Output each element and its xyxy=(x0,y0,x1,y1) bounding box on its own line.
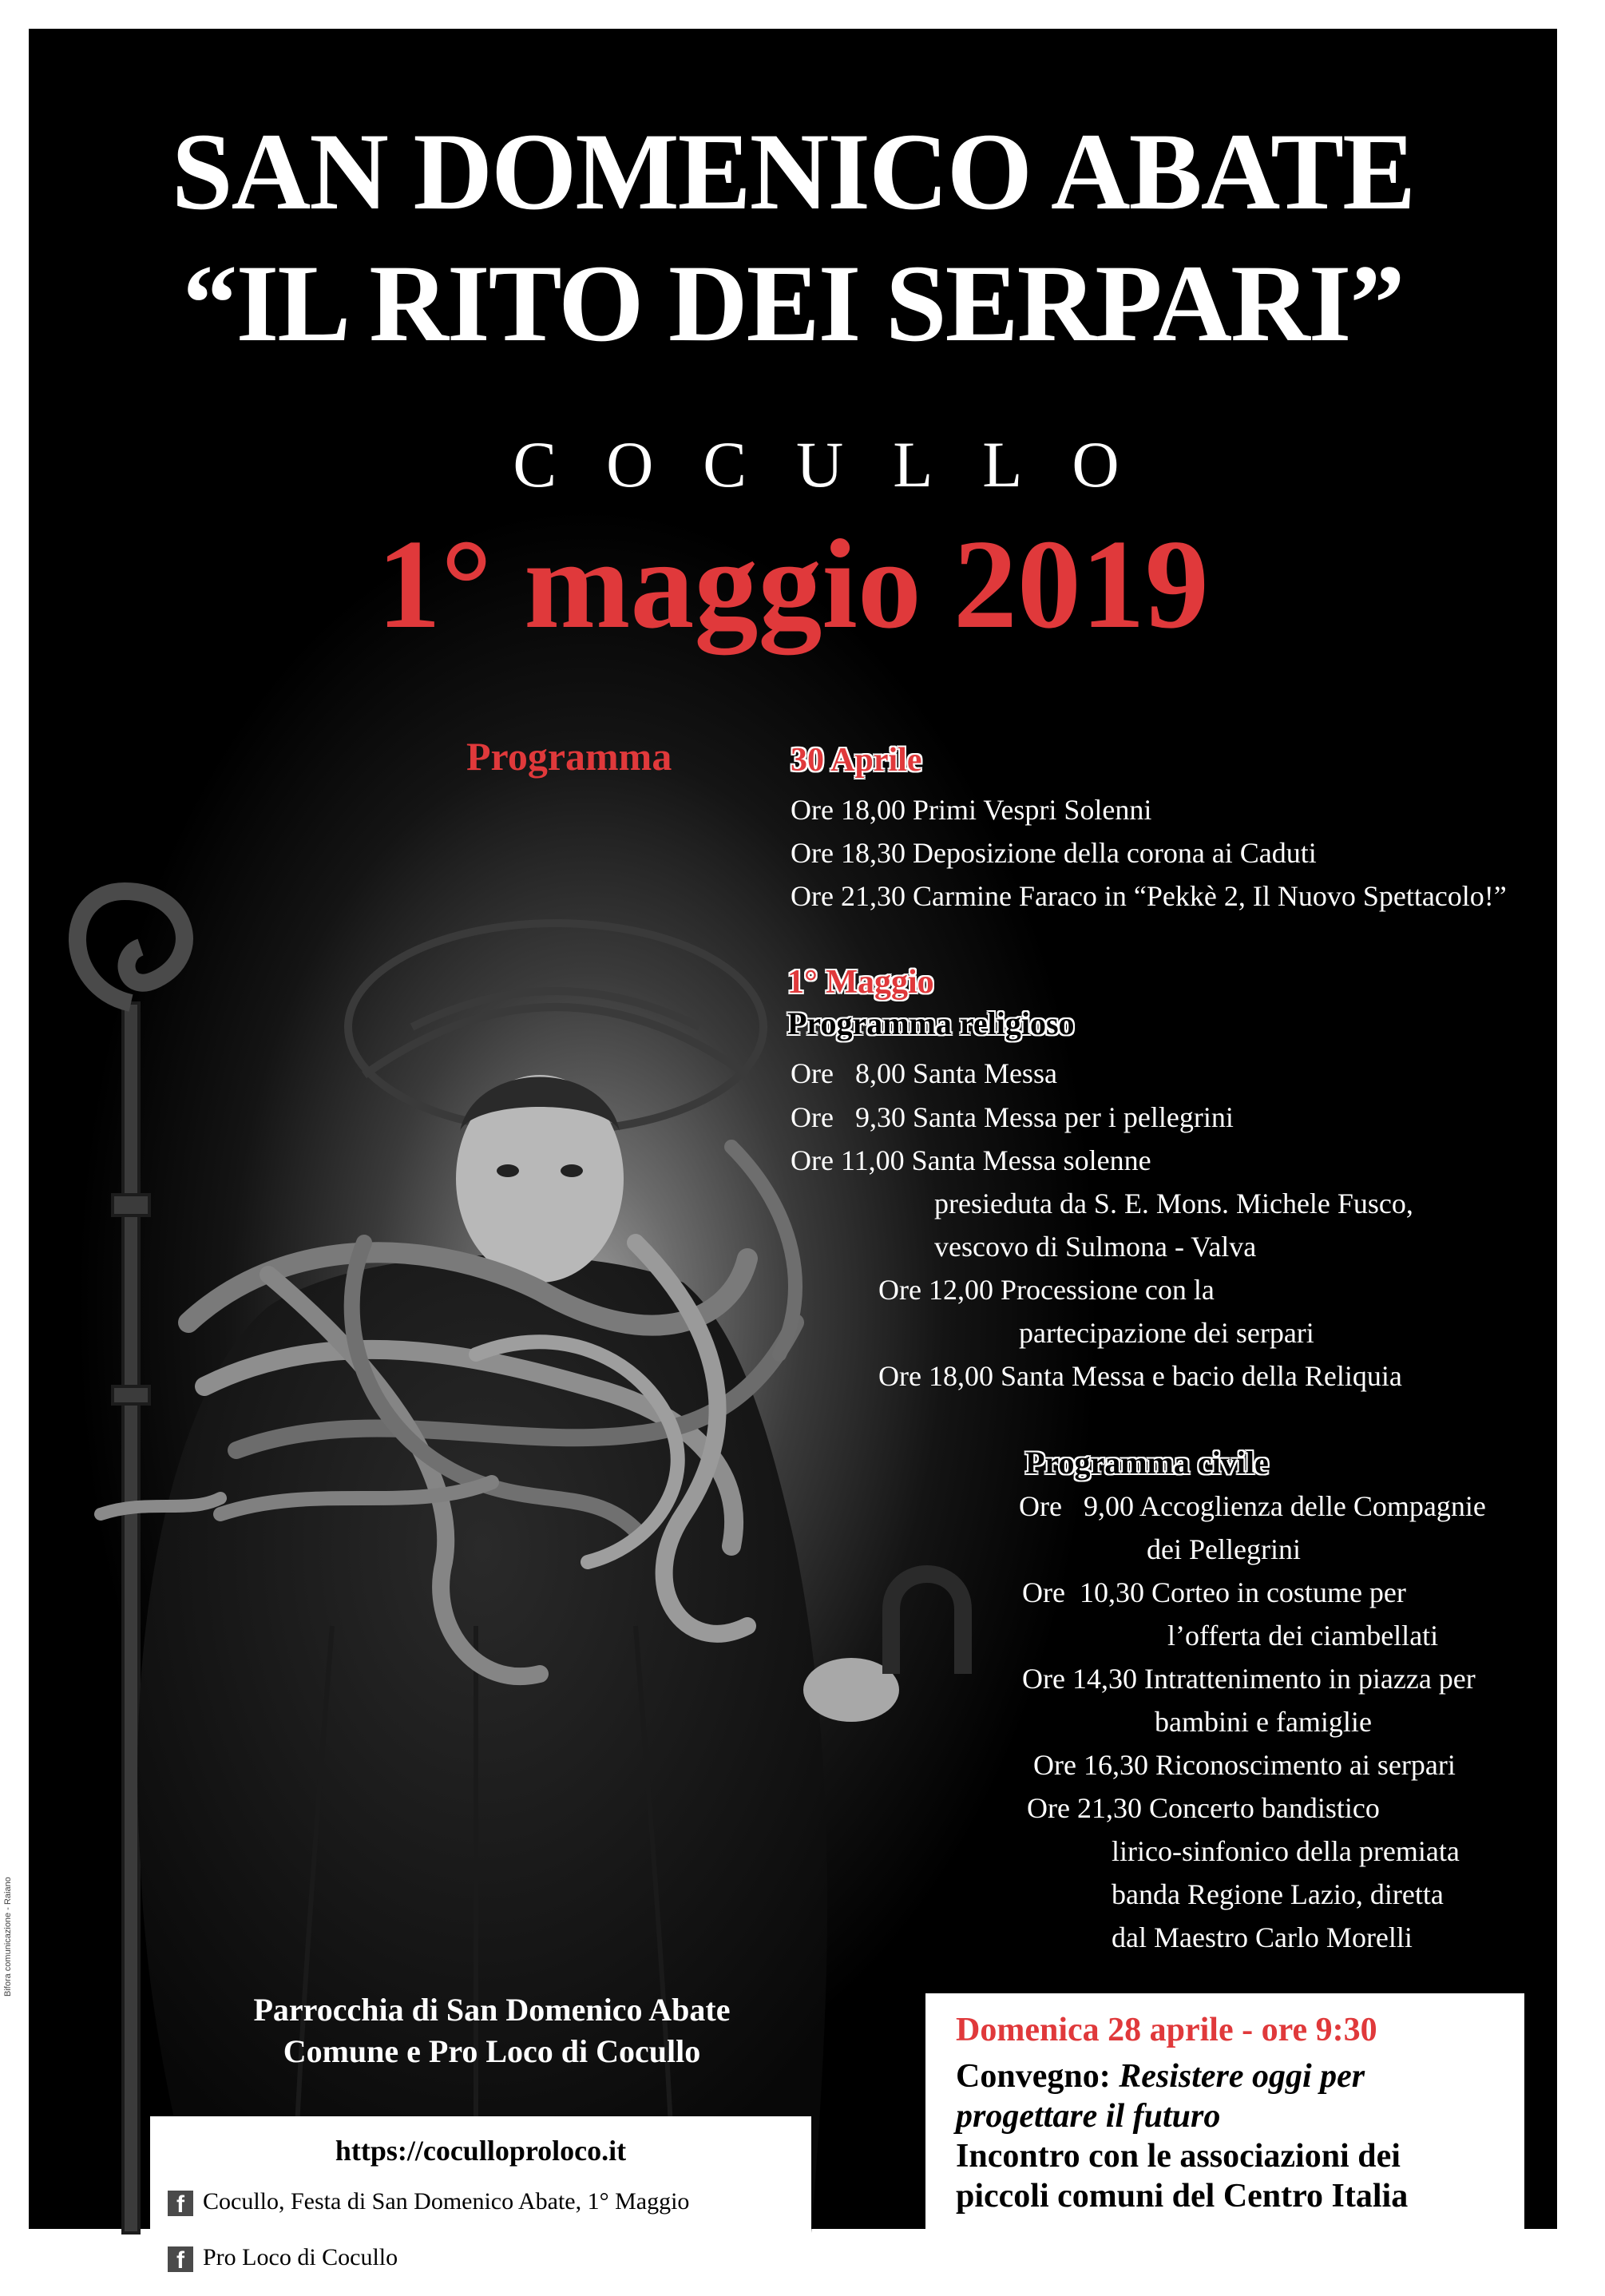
religious-item: Ore 11,00 Santa Messa solenne xyxy=(791,1144,1151,1176)
facebook-link-text: Cocullo, Festa di San Domenico Abate, 1° Maggio xyxy=(203,2188,690,2215)
design-credit: Bifora comunicazione - Raiano xyxy=(3,1877,13,1997)
program-label: Programma xyxy=(466,734,672,779)
day1-item-3: Ore 21,30 Carmine Faraco in “Pekkè 2, Il Nuovo Spettacolo!” xyxy=(791,880,1507,912)
title-line-2: “IL RITO DEI SERPARI” xyxy=(182,242,1404,364)
civil-item: Ore 9,00 Accoglienza delle Compagnie xyxy=(1019,1490,1486,1522)
facebook-link-festa[interactable] xyxy=(168,2188,690,2219)
religious-item: presieduta da S. E. Mons. Michele Fusco, xyxy=(934,1188,1413,1219)
conference-label: Convegno: xyxy=(956,2058,1120,2095)
conference-title: progettare il futuro xyxy=(956,2098,1221,2135)
religious-item: Ore 12,00 Processione con la xyxy=(878,1274,1215,1306)
conference-description: Incontro con le associazioni dei xyxy=(956,2138,1401,2175)
religious-item: Ore 18,00 Santa Messa e bacio della Reliquia xyxy=(878,1360,1402,1392)
civil-item: Ore 14,30 Intrattenimento in piazza per xyxy=(1022,1663,1476,1695)
facebook-link-text: Pro Loco di Cocullo xyxy=(203,2244,398,2270)
organizer-line: Comune e Pro Loco di Cocullo xyxy=(283,2033,701,2069)
day2-heading: 1° Maggio xyxy=(787,964,934,1001)
civil-item: banda Regione Lazio, diretta xyxy=(1112,1878,1444,1910)
facebook-icon: f xyxy=(168,2246,193,2272)
civil-item: lirico-sinfonico della premiata xyxy=(1112,1835,1460,1867)
poster xyxy=(29,29,1557,2274)
civil-item: dei Pellegrini xyxy=(1147,1533,1301,1565)
day1-item-1: Ore 18,00 Primi Vespri Solenni xyxy=(791,794,1152,826)
religious-program-heading: Programma religioso xyxy=(787,1005,1075,1041)
event-date: 1° maggio 2019 xyxy=(377,513,1209,655)
religious-item: vescovo di Sulmona - Valva xyxy=(934,1231,1257,1263)
facebook-link-proloco[interactable] xyxy=(168,2244,398,2272)
civil-program-heading: Programma civile xyxy=(1025,1445,1269,1481)
civil-item: Ore 10,30 Corteo in costume per xyxy=(1022,1576,1406,1608)
web-contacts-box xyxy=(150,2116,811,2296)
religious-item: partecipazione dei serpari xyxy=(1019,1317,1314,1349)
religious-item: Ore 9,30 Santa Messa per i pellegrini xyxy=(791,1101,1234,1133)
conference-title-line-2 xyxy=(956,2097,1220,2135)
conference-date: Domenica 28 aprile - ore 9:30 xyxy=(956,2012,1377,2048)
title-line-1: SAN DOMENICO ABATE xyxy=(171,110,1415,232)
civil-item: Ore 16,30 Riconoscimento ai serpari xyxy=(1033,1749,1456,1781)
organizer-line: Parrocchia di San Domenico Abate xyxy=(253,1992,731,2028)
civil-item: l’offerta dei ciambellati xyxy=(1167,1620,1439,1652)
town-name: COCULLO xyxy=(513,428,1169,501)
day1-item-2: Ore 18,30 Deposizione della corona ai Caduti xyxy=(791,837,1317,869)
conference-title: Resistere oggi per xyxy=(1119,2058,1365,2095)
religious-item: Ore 8,00 Santa Messa xyxy=(791,1057,1057,1089)
civil-item: Ore 21,30 Concerto bandistico xyxy=(1027,1792,1380,1824)
organizers xyxy=(188,1989,795,2072)
day1-heading: 30 Aprile xyxy=(791,742,922,779)
website-link[interactable]: https://cocullo​proloco.it xyxy=(335,2135,627,2167)
civil-item: bambini e famiglie xyxy=(1155,1706,1372,1738)
conference-description: piccoli comuni del Centro Italia xyxy=(956,2178,1409,2215)
conference-title-line-1 xyxy=(956,2057,1365,2096)
conference-box xyxy=(925,1993,1524,2233)
civil-item: dal Maestro Carlo Morelli xyxy=(1112,1921,1413,1953)
facebook-icon: f xyxy=(168,2191,193,2216)
